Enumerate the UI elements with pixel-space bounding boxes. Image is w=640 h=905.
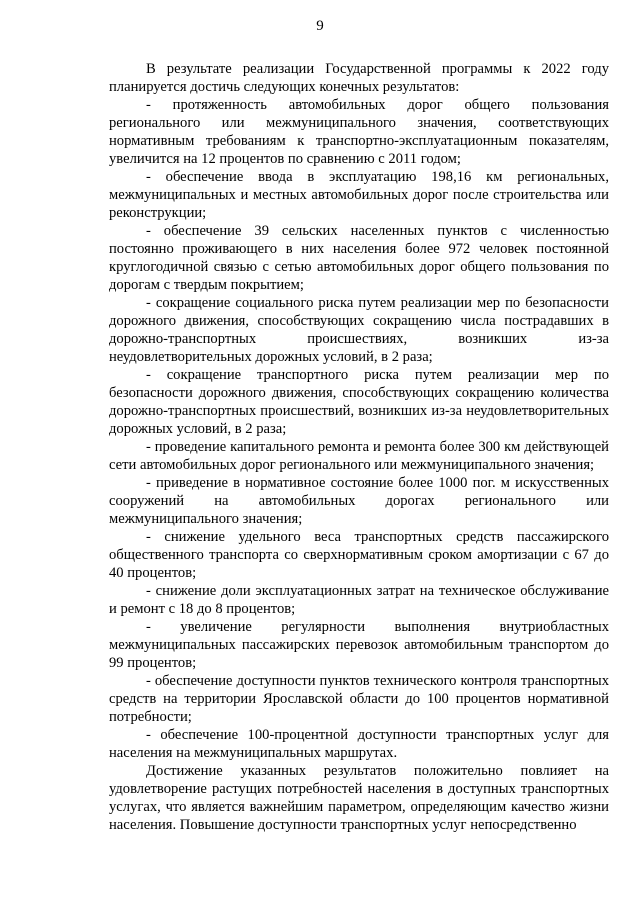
list-item-road-length: - протяженность автомобильных дорог общего пользования регионального или межмуниципального значения, соответствующих нормативным требованиям к транспортно-эксплуатационным показателям, увеличится на 12 процентов по сравнению с 2011 годом; [109,97,609,167]
list-item-rural-settlements: - обеспечение 39 сельских населенных пунктов с численностью постоянно проживающего в них населения более 972 человек постоянной круглогодичной связью с сетью автомобильных дорог общего пользования по дорогам с твердым покрытием; [109,223,609,293]
list-item-technical-inspection: - обеспечение доступности пунктов технического контроля транспортных средств на территории Ярославской области до 100 процентов нормативной потребности; [109,673,609,725]
list-item-artificial-structures: - приведение в нормативное состояние более 1000 пог. м искусственных сооружений на автомобильных дорогах регионального или межмуниципального значения; [109,475,609,527]
list-item-regularity: - увеличение регулярности выполнения внутриобластных межмуниципальных пассажирских перевозок автомобильным транспортом до 99 процентов; [109,619,609,671]
paragraph-conclusion: Достижение указанных результатов положительно повлияет на удовлетворение растущих потребностей населения в доступных транспортных услугах, что является важнейшим параметром, определяющим качество жизни населения. Повышение доступности транспортных услуг непосредственно [109,763,609,833]
list-item-vehicle-depreciation: - снижение удельного веса транспортных средств пассажирского общественного транспорта со сверхнормативным сроком амортизации с 67 до 40 процентов; [109,529,609,581]
list-item-transport-risk: - сокращение транспортного риска путем реализации мер по безопасности дорожного движения, способствующих сокращению количества дорожно-транспортных происшествий, возникших из-за неудовлетворительных дорожных условий, в 2 раза; [109,367,609,437]
list-item-social-risk: - сокращение социального риска путем реализации мер по безопасности дорожного движения, способствующих сокращению числа пострадавших в дорожно-транспортных происшествиях, возникших из-за неудовлетворительных дорожных условий, в 2 раза; [109,295,609,365]
paragraph-intro: В результате реализации Государственной программы к 2022 году планируется достичь следующих конечных результатов: [109,61,609,95]
list-item-operating-costs: - снижение доли эксплуатационных затрат на техническое обслуживание и ремонт с 18 до 8 процентов; [109,583,609,617]
list-item-road-commissioning: - обеспечение ввода в эксплуатацию 198,16 км региональных, межмуниципальных и местных автомобильных дорог после строительства или реконструкции; [109,169,609,221]
document-body [109,60,609,834]
list-item-service-accessibility: - обеспечение 100-процентной доступности транспортных услуг для населения на межмуниципальных маршрутах. [109,727,609,761]
page-number: 9 [316,18,324,34]
list-item-road-repair: - проведение капитального ремонта и ремонта более 300 км действующей сети автомобильных дорог регионального или межмуниципального значения; [109,439,609,473]
